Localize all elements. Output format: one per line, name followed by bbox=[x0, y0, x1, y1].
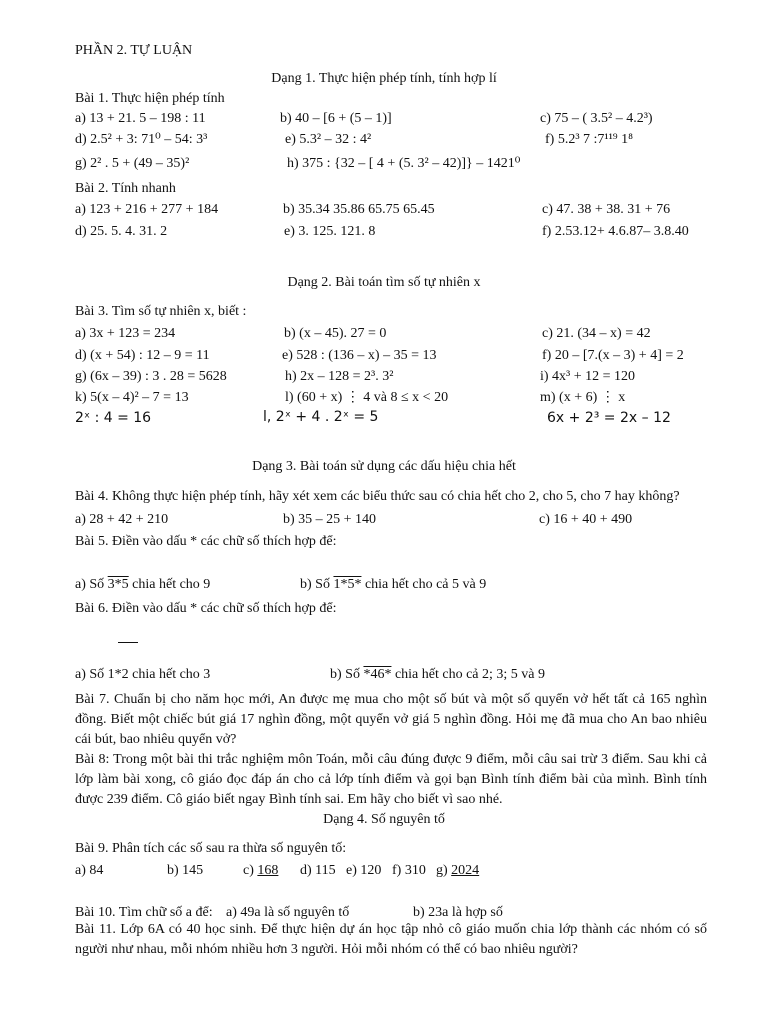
bai1-a: a) 13 + 21. 5 – 198 : 11 bbox=[75, 111, 206, 126]
bai1-h: h) 375 : {32 – [ 4 + (5. 3² – 42)]} – 1421⁰ bbox=[287, 156, 521, 171]
bai3-l: l) (60 + x) ⋮ 4 và 8 ≤ x < 20 bbox=[285, 390, 449, 405]
bai1-f: f) 5.2³ 7 :7¹¹⁹ 1⁸ bbox=[545, 132, 634, 147]
bai3-title: Bài 3. Tìm số tự nhiên x, biết : bbox=[75, 304, 247, 319]
dang2-heading: Dạng 2. Bài toán tìm số tự nhiên x bbox=[287, 275, 481, 290]
bai3-h: h) 2x – 128 = 2³. 3² bbox=[285, 369, 394, 384]
bai2-f: f) 2.53.12+ 4.6.87– 3.8.40 bbox=[542, 224, 689, 239]
bai3-d: d) (x + 54) : 12 – 9 = 11 bbox=[75, 348, 210, 363]
bai9-b: b) 145 bbox=[167, 863, 204, 878]
bai9-d: d) 115 bbox=[300, 863, 336, 878]
bai10-b: b) 23a là hợp số bbox=[413, 905, 503, 920]
bai10-a: a) 49a là số nguyên tố bbox=[226, 905, 350, 920]
bai5-b: b) Số 1*5* chia hết cho cả 5 và 9 bbox=[300, 577, 487, 592]
bai2-a: a) 123 + 216 + 277 + 184 bbox=[75, 202, 219, 217]
bai4-b: b) 35 – 25 + 140 bbox=[283, 512, 377, 527]
bai1-e: e) 5.3² – 32 : 4² bbox=[285, 132, 372, 147]
dang1-heading: Dạng 1. Thực hiện phép tính, tính hợp lí bbox=[271, 71, 497, 86]
bai9-a: a) 84 bbox=[75, 863, 104, 878]
bai5-title: Bài 5. Điền vào dấu * các chữ số thích hợp để: bbox=[75, 534, 337, 549]
bai4-title: Bài 4. Không thực hiện phép tính, hãy xét xem các biểu thức sau có chia hết cho 2, cho 5, cho 7 hay không? bbox=[75, 489, 680, 504]
bai4-a: a) 28 + 42 + 210 bbox=[75, 512, 169, 527]
bai3-b: b) (x – 45). 27 = 0 bbox=[284, 326, 387, 341]
bai3-extra-2: l, 2ˣ + 4 . 2ˣ = 5 bbox=[263, 409, 379, 425]
bai3-c: c) 21. (34 – x) = 42 bbox=[542, 326, 651, 341]
bai1-b: b) 40 – [6 + (5 – 1)] bbox=[280, 111, 392, 126]
bai9-e: e) 120 bbox=[346, 863, 382, 878]
bai1-c: c) 75 – ( 3.5² – 4.2³) bbox=[540, 111, 653, 126]
bai3-a: a) 3x + 123 = 234 bbox=[75, 326, 176, 341]
bai10-title: Bài 10. Tìm chữ số a để: bbox=[75, 905, 213, 920]
bai5-b-number: 1*5* bbox=[333, 577, 362, 592]
bai3-extra-1: 2ˣ : 4 = 16 bbox=[75, 410, 152, 426]
bai9-g: g) 2024 bbox=[436, 863, 480, 878]
bai5-a: a) Số 3*5 chia hết cho 9 bbox=[75, 577, 211, 592]
bai8: Bài 8: Trong một bài thi trắc nghiệm môn Toán, mỗi câu đúng được 9 điểm, mỗi câu sai trừ 3 điểm. Sau khi cả lớp làm bài xong, cô giáo đọc đáp án cho cả lớp tính điểm và gọi bạn Bình tính điểm bài của mình. Bình tính được 239 điểm. Cô giáo biết ngay Bình tính sai. Em hãy cho biết vì sao nhé. bbox=[75, 752, 707, 807]
bai6-a: a) Số 1*2 chia hết cho 3 bbox=[75, 667, 211, 682]
bai1-d: d) 2.5² + 3: 71⁰ – 54: 3³ bbox=[75, 132, 208, 147]
bai3-m: m) (x + 6) ⋮ x bbox=[540, 390, 626, 405]
section-title: PHẦN 2. TỰ LUẬN bbox=[75, 43, 193, 58]
dang3-heading: Dạng 3. Bài toán sử dụng các dấu hiệu chia hết bbox=[252, 459, 516, 474]
bai6-title: Bài 6. Điền vào dấu * các chữ số thích hợp để: bbox=[75, 601, 337, 616]
bai9-c: c) 168 bbox=[243, 863, 279, 878]
bai6-b: b) Số *46* chia hết cho cả 2; 3; 5 và 9 bbox=[330, 667, 546, 682]
dang4-heading: Dạng 4. Số nguyên tố bbox=[323, 812, 445, 827]
bai3-k: k) 5(x – 4)² – 7 = 13 bbox=[75, 390, 189, 405]
bai4-c: c) 16 + 40 + 490 bbox=[539, 512, 633, 527]
bai1-title: Bài 1. Thực hiện phép tính bbox=[75, 91, 225, 106]
bai2-c: c) 47. 38 + 38. 31 + 76 bbox=[542, 202, 671, 217]
bai3-e: e) 528 : (136 – x) – 35 = 13 bbox=[282, 348, 437, 363]
bai2-title: Bài 2. Tính nhanh bbox=[75, 181, 176, 196]
bai9-title: Bài 9. Phân tích các số sau ra thừa số nguyên tố: bbox=[75, 841, 347, 856]
bai9-c-number: 168 bbox=[257, 863, 279, 878]
bai3-i: i) 4x³ + 12 = 120 bbox=[540, 369, 636, 384]
bai2-b: b) 35.34 35.86 65.75 65.45 bbox=[283, 202, 435, 217]
bai3-f: f) 20 – [7.(x – 3) + 4] = 2 bbox=[542, 348, 684, 363]
bai2-d: d) 25. 5. 4. 31. 2 bbox=[75, 224, 168, 239]
bai3-extra-3: 6x + 2³ = 2x – 12 bbox=[547, 410, 671, 426]
bai11: Bài 11. Lớp 6A có 40 học sinh. Để thực hiện dự án học tập nhỏ cô giáo muốn chia lớp thành các nhóm có số người như nhau, mỗi nhóm nhiều hơn 3 người. Hỏi mỗi nhóm có thể có bao nhiêu người? bbox=[75, 922, 707, 957]
bai5-a-number: 3*5 bbox=[107, 577, 129, 592]
overline-mark bbox=[118, 642, 138, 643]
bai9-f: f) 310 bbox=[392, 863, 426, 878]
bai6-b-number: *46* bbox=[363, 667, 392, 682]
bai1-g: g) 2² . 5 + (49 – 35)² bbox=[75, 156, 190, 171]
bai9-g-number: 2024 bbox=[451, 863, 480, 878]
bai3-g: g) (6x – 39) : 3 . 28 = 5628 bbox=[75, 369, 227, 384]
bai2-e: e) 3. 125. 121. 8 bbox=[284, 224, 376, 239]
bai7: Bài 7. Chuẩn bị cho năm học mới, An được mẹ mua cho một số bút và một số quyển vở hết tất cả 165 nghìn đồng. Biết một chiếc bút giá 17 nghìn đồng, một quyển vở giá 5 nghìn đồng. Hỏi mẹ đã mua cho An bao nhiêu cái bút, bao nhiêu quyển vở? bbox=[75, 692, 707, 747]
